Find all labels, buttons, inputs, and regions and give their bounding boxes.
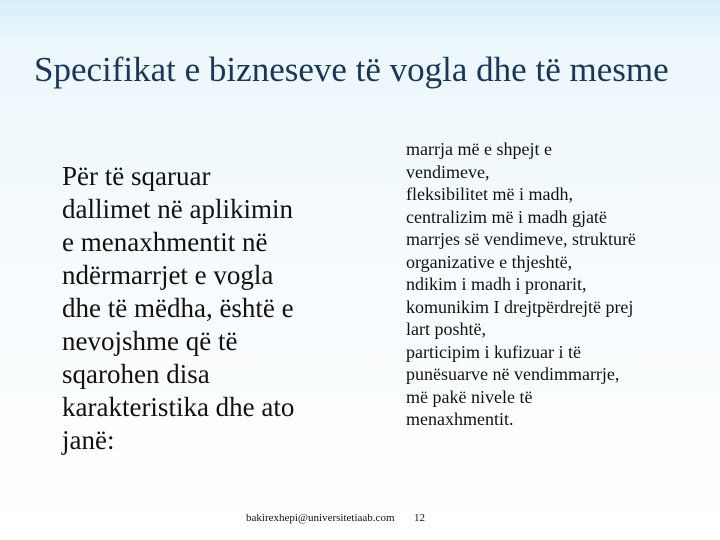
- left-text-line: ndërmarrjet e vogla: [62, 260, 274, 290]
- list-item-line: centralizim më i madh gjatë: [406, 206, 607, 227]
- left-text-line: e menaxhmentit në: [62, 227, 268, 257]
- right-column: [378, 138, 714, 431]
- footer-email: bakirexhepi@universitetiaab.com: [246, 512, 395, 524]
- list-item-line: organizative e thjeshtë,: [406, 251, 573, 272]
- left-text-line: nevojshme që të: [62, 326, 238, 356]
- list-item-line: menaxhmentit.: [406, 409, 514, 429]
- list-item-line: punësuarve në vendimmarrje,: [406, 364, 620, 384]
- list-item-line: marrjes së vendimeve, strukturë: [406, 229, 636, 249]
- left-text-line: Për të sqaruar: [62, 161, 211, 191]
- list-item: [378, 341, 714, 431]
- left-text-line: sqarohen disa: [62, 359, 210, 389]
- left-bullet-first-line: [36, 160, 366, 193]
- slide-title: Specifikat e bizneseve të vogla dhe të mesme: [34, 50, 669, 89]
- left-text-line: karakteristika dhe ato: [62, 392, 295, 422]
- list-item-line: vendimeve,: [406, 161, 490, 182]
- page-number: 12: [414, 512, 425, 524]
- left-text-line: janë:: [62, 425, 115, 455]
- left-column: [36, 160, 366, 457]
- list-item-line: participim i kufizuar i të: [406, 341, 581, 362]
- list-item-line: komunikim I drejtpërdrejtë prej: [406, 296, 634, 317]
- list-item: [378, 206, 714, 274]
- list-item: [378, 273, 714, 341]
- list-item-line: ndikim i madh i pronarit,: [406, 274, 587, 294]
- left-text-line: dallimet në aplikimin: [62, 194, 293, 224]
- list-item-line: fleksibilitet më i madh,: [406, 184, 573, 204]
- list-item-line: marrja më e shpejt e: [406, 139, 552, 159]
- list-item: [378, 183, 714, 206]
- list-item-line: lart poshtë,: [406, 319, 486, 339]
- left-text-line: dhe të mëdha, është e: [62, 293, 294, 323]
- list-item-line: më pakë nivele të: [406, 386, 533, 407]
- list-item: [378, 138, 714, 183]
- header-band: [0, 0, 720, 40]
